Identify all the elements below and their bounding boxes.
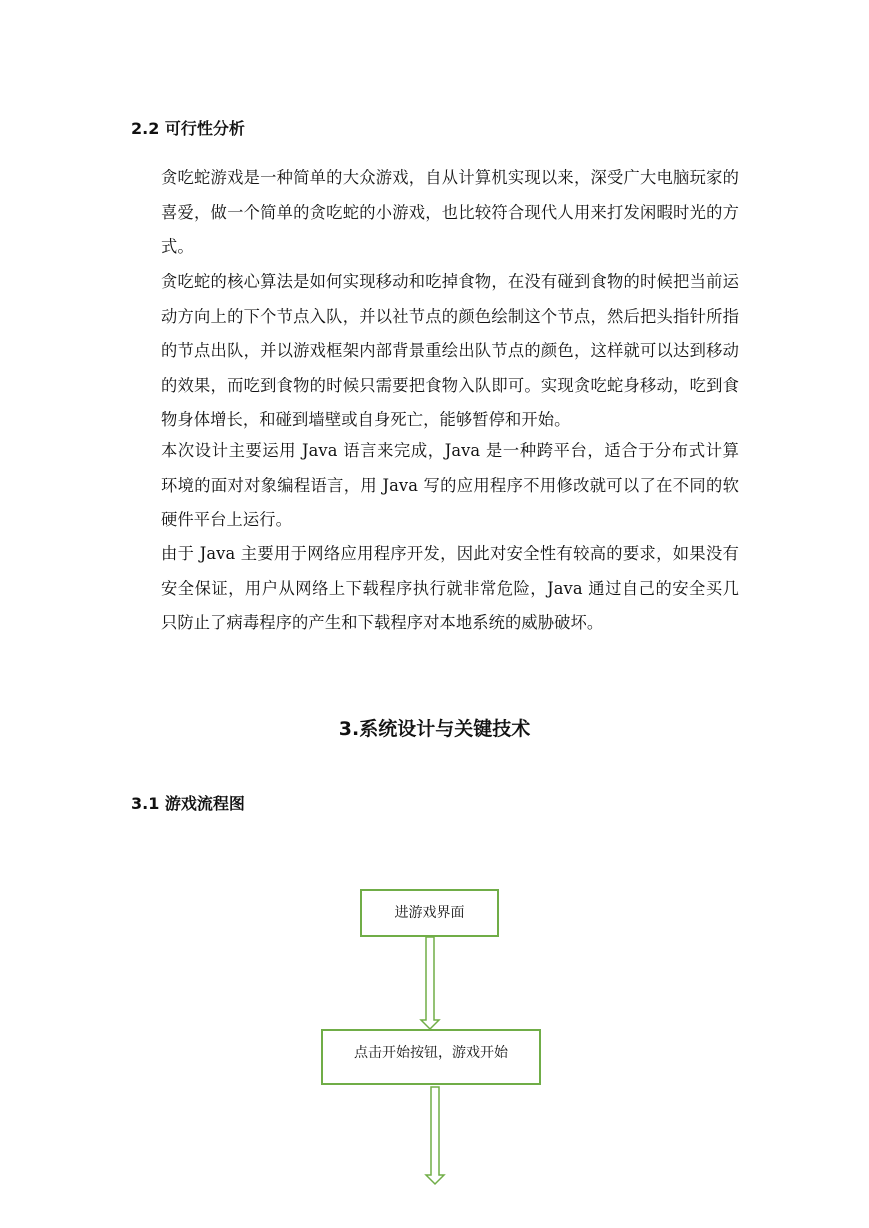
paragraph-2: 贪吃蛇的核心算法是如何实现移动和吃掉食物，在没有碰到食物的时候把当前运动方向上的下个节点入队，并以社节点的颜色绘制这个节点，然后把头指针所指的节点出队，并以游戏框架内部背景重绘出队节点的颜色，这样就可以达到移动的效果，而吃到食物的时候只需要把食物入队即可。实现贪吃蛇身移动，吃到食物身体增长，和碰到墙壁或自身死亡，能够暂停和开始。 (161, 272, 739, 430)
chapter-title-3: 3.系统设计与关键技术 (338, 718, 531, 740)
paragraph-1: 贪吃蛇游戏是一种简单的大众游戏，自从计算机实现以来，深受广大电脑玩家的喜爱，做一个简单的贪吃蛇的小游戏，也比较符合现代人用来打发闲暇时光的方式。 (161, 168, 739, 257)
section-heading-3-1: 3.1 游戏流程图 (131, 794, 245, 813)
flowchart-arrow-2 (426, 1087, 444, 1184)
paragraph-4: 由于 Java 主要用于网络应用程序开发，因此对安全性有较高的要求，如果没有安全保证，用户从网络上下载程序执行就非常危险，Java 通过自己的安全买几只防止了病毒程序的产生和下载程序对本地系统的威胁破坏。 (161, 544, 739, 633)
flowchart-step-enter-game: 进游戏界面 (360, 889, 499, 937)
flowchart-arrow-1 (421, 937, 439, 1029)
flowchart-step-click-start: 点击开始按钮，游戏开始 (321, 1029, 541, 1085)
paragraph-3: 本次设计主要运用 Java 语言来完成，Java 是一种跨平台，适合于分布式计算环境的面对对象编程语言，用 Java 写的应用程序不用修改就可以了在不同的软硬件平台上运行。 (161, 441, 739, 530)
section-heading-2-2: 2.2 可行性分析 (131, 119, 245, 138)
